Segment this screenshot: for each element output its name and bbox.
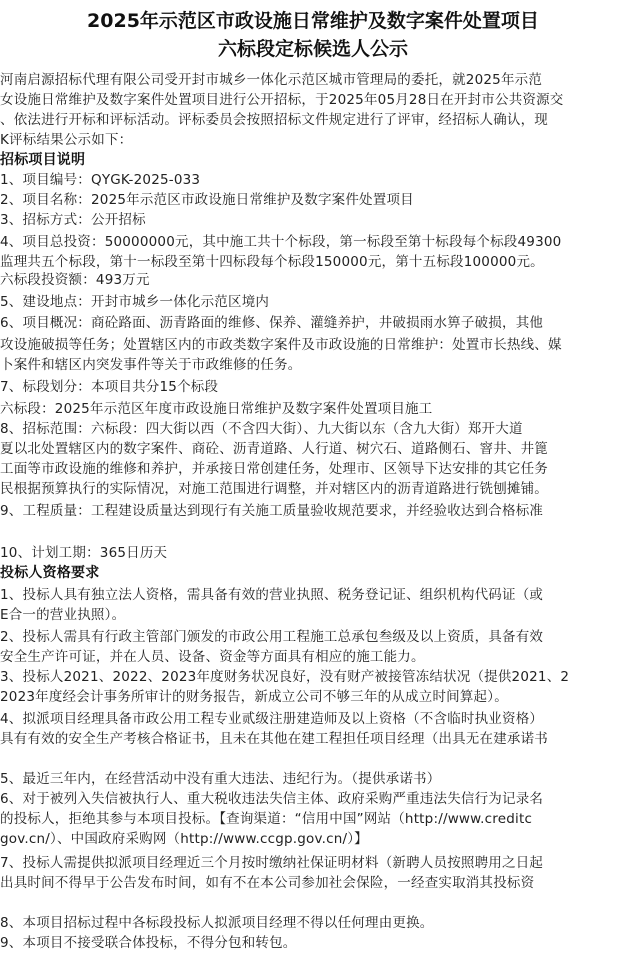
body-line: 2、投标人需具有行政主管部门颁发的市政公用工程施工总承包叁级及以上资质，具备有效 (0, 629, 544, 645)
body-line: 2、项目名称：2025年示范区市政设施日常维护及数字案件处置项目 (0, 192, 414, 208)
body-line: 7、投标人需提供拟派项目经理近三个月按时缴纳社保证明材料（新聘人员按照聘用之日起 (0, 855, 544, 871)
body-line: 的投标人，拒绝其参与本项目投标。【查询渠道：“信用中国”网站（http://www.creditc (0, 811, 533, 827)
body-line: 出具时间不得早于公告发布时间，如有不在本公司参加社会保险，一经查实取消其投标资 (0, 875, 535, 891)
page-title-line-2: 六标段定标候选人公示 (217, 38, 408, 60)
body-line: 1、项目编号：QYGK-2025-033 (0, 172, 201, 188)
body-line: 6、项目概况：商砼路面、沥青路面的维修、保养、灌缝养护，井破损雨水箅子破损，其他 (0, 315, 544, 331)
body-line: E合一的营业执照）。 (0, 607, 126, 623)
body-line: 具有有效的安全生产考核合格证书，且未在其他在建工程担任项目经理（出具无在建承诺书 (0, 731, 548, 747)
body-line: 六标段投资额：493万元 (0, 272, 150, 288)
body-line: 8、本项目招标过程中各标段投标人拟派项目经理不得以任何理由更换。 (0, 915, 434, 931)
body-line: 3、投标人2021、2022、2023年度财务状况良好，没有财产被接管冻结状况（提供2021、2 (0, 669, 570, 685)
section-heading: 招标项目说明 (0, 152, 86, 168)
body-line: 3、招标方式：公开招标 (0, 212, 146, 228)
body-line: 5、建设地点：开封市城乡一体化示范区境内 (0, 294, 270, 310)
body-line: 8、招标范围：六标段：四大街以西（不含四大街）、九大街以东（含九大街）郑开大道 (0, 421, 523, 437)
body-line: 安全生产许可证，并在人员、设备、资金等方面具有相应的施工能力。 (0, 649, 425, 665)
body-line: 9、工程质量：工程建设质量达到现行有关施工质量验收规范要求，并经验收达到合格标准 (0, 503, 544, 519)
body-line: 六标段：2025年示范区年度市政设施日常维护及数字案件处置项目施工 (0, 401, 433, 417)
body-line: gov.cn/）、中国政府采购网（http://www.ccgp.gov.cn/）】 (0, 831, 368, 847)
body-line: 民根据预算执行的实际情况，对施工范围进行调整，并对辖区内的沥青道路进行铣刨摊铺。 (0, 481, 548, 497)
body-line: 攻设施破损等任务；处置辖区内的市政类数字案件及市政设施的日常维护：处置市长热线、媒 (0, 337, 562, 353)
body-line: 9、本项目不接受联合体投标，不得分包和转包。 (0, 935, 297, 951)
body-line: 监理共五个标段，第十一标段至第十四标段每个标段150000元，第十五标段100000元。 (0, 254, 544, 270)
body-line: 4、拟派项目经理具备市政公用工程专业贰级注册建造师及以上资格（不含临时执业资格） (0, 711, 544, 727)
page-title-line-1: 2025年示范区市政设施日常维护及数字案件处置项目 (87, 10, 539, 32)
body-line: 1、投标人具有独立法人资格，需具备有效的营业执照、税务登记证、组织机构代码证（或 (0, 587, 544, 603)
body-line: 2023年度经会计事务所审计的财务报告，新成立公司不够三年的从成立时间算起）。 (0, 689, 508, 705)
body-line: 工面等市政设施的维修和养护，并承接日常创建任务，处理市、区领导下达安排的其它任务 (0, 461, 548, 477)
body-line: 、依法进行开标和评标活动。评标委员会按照招标文件规定进行了评审，经招标人确认，现 (0, 112, 548, 128)
body-line: 4、项目总投资：50000000元，其中施工共十个标段，第一标段至第十标段每个标段49300 (0, 234, 562, 250)
section-heading: 投标人资格要求 (0, 565, 100, 581)
body-line: 夏以北处置辖区内的数字案件、商砼、沥青道路、人行道、树穴石、道路侧石、窨井、井篦 (0, 441, 548, 457)
body-line: K评标结果公示如下： (0, 132, 133, 148)
body-line: 7、标段划分：本项目共分15个标段 (0, 379, 219, 395)
body-line: 6、对于被列入失信被执行人、重大税收违法失信主体、政府采购严重违法失信行为记录名 (0, 791, 544, 807)
body-line: 卜案件和辖区内突发事件等关于市政维修的任务。 (0, 357, 302, 373)
body-line: 女设施日常维护及数字案件处置项目进行公开招标，于2025年05月28日在开封市公共资源交 (0, 92, 564, 108)
body-line: 10、计划工期：365日历天 (0, 545, 168, 561)
body-line: 5、最近三年内，在经营活动中没有重大违法、违纪行为。（提供承诺书） (0, 771, 441, 787)
body-line: 河南启源招标代理有限公司受开封市城乡一体化示范区城市管理局的委托，就2025年示范 (0, 72, 543, 88)
